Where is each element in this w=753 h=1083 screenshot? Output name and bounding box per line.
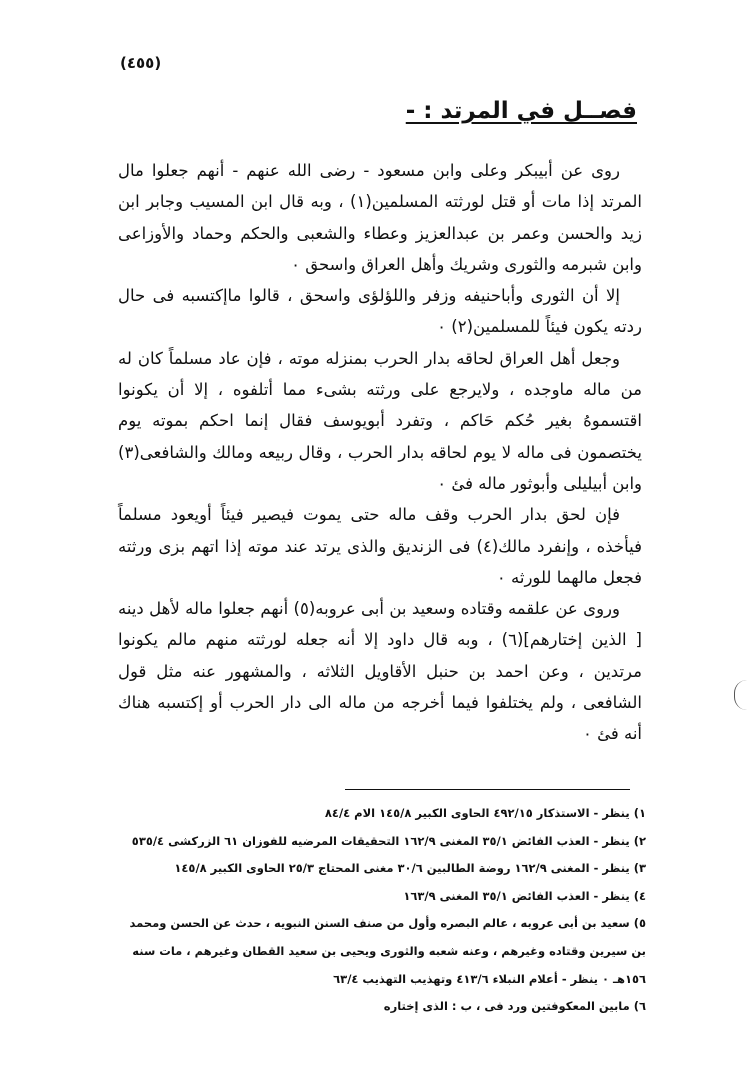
paragraph: إلا أن الثورى وأباحنيفه وزفر واللؤلؤى واسحق ، قالوا ماإكتسبه فى حال ردته يكون فيئاً للمسلمين(٢) ٠ xyxy=(118,286,642,337)
footnote: ٤) ينظر - العذب الفائض ٣٥/١ المغنى ١٦٣/٩ xyxy=(403,888,646,903)
paragraph: وروى عن علقمه وقتاده وسعيد بن أبى عروبه(٥) أنهم جعلوا ماله لأهل دينه [ الذين إختارهم](٦) ، وبه قال داود إلا أنه جعله لورثته منهم مالم يكونوا مرتدين ، وعن احمد بن حنبل الأقاويل الثلاثه ، والمشهور عنه مثل قول الشافعى ، ولم يختلفوا فيما أخرجه من ماله الى دار الحرب أو إكتسبه هناك أنه فئ ٠ xyxy=(118,599,642,744)
footnotes xyxy=(118,800,646,1021)
body-text xyxy=(118,155,642,750)
footnote: ١) ينظر - الاستذكار ٤٩٢/١٥ الحاوى الكبير ١٤٥/٨ الام ٨٤/٤ xyxy=(324,806,646,820)
section-heading: فصــل في المرتد : - xyxy=(405,98,637,124)
footnote: ٥) سعيد بن أبى عروبه ، عالم البصره وأول من صنف السنن النبويه ، حدث عن الحسن ومحمد بن سيرين وقتاده وغيرهم ، وعنه شعبه والثورى ويحيى بن سعيد القطان وغيرهم ، مات سنه ١٥٦هـ ٠ ينظر - أعلام النبلاء ٤١٣/٦ وتهذيب التهذيب ٦٣/٤ xyxy=(129,916,646,986)
page-number: (٤٥٥) xyxy=(120,54,162,72)
scan-margin-mark xyxy=(734,680,747,710)
footnote-separator xyxy=(345,789,630,790)
footnote: ٣) ينظر - المغنى ١٦٢/٩ روضة الطالبين ٣٠/٦ مغنى المحتاج ٢٥/٣ الحاوى الكبير ١٤٥/٨ xyxy=(174,861,646,876)
footnote: ٢) ينظر - العذب الفائض ٣٥/١ المغنى ١٦٢/٩ التحقيقات المرضيه للفوزان ٦١ الزركشى ٥٣٥/٤ xyxy=(131,833,646,848)
paragraph: وجعل أهل العراق لحاقه بدار الحرب بمنزله موته ، فإن عاد مسلماً كان له من ماله ماوجده ، ولايرجع على ورثته بشىء مما أتلفوه ، إلا أن يكونوا اقتسموهُ بغير حُكم حَاكم ، وتفرد أبويوسف فقال إنما احكم بموته يوم يختصمون فى ماله لا يوم لحاقه بدار الحرب ، وقال ربيعه ومالك والشافعى(٣) وابن أبيليلى وأبوثور ماله فئ ٠ xyxy=(118,348,642,493)
paragraph: فإن لحق بدار الحرب وقف ماله حتى يموت فيصير فيئاً أويعود مسلماً فيأخذه ، وإنفرد مالك(٤) فى الزنديق والذى يرتد عند موته إذا اتهم بزى ورثته فجعل مالهما للورثه ٠ xyxy=(118,505,643,587)
paragraph: روى عن أبيبكر وعلى وابن مسعود - رضى الله عنهم - أنهم جعلوا مال المرتد إذا مات أو قتل لورثته المسلمين(١) ، وبه قال ابن المسيب وجابر ابن زيد والحسن وعمر بن عبدالعزيز وعطاء والشعبى والحكم وحماد والأوزاعى وابن شبرمه والثورى وشريك وأهل العراق واسحق ٠ xyxy=(118,161,643,274)
footnote: ٦) مابين المعكوفتين ورد فى ، ب : الذى إختاره xyxy=(383,999,646,1014)
